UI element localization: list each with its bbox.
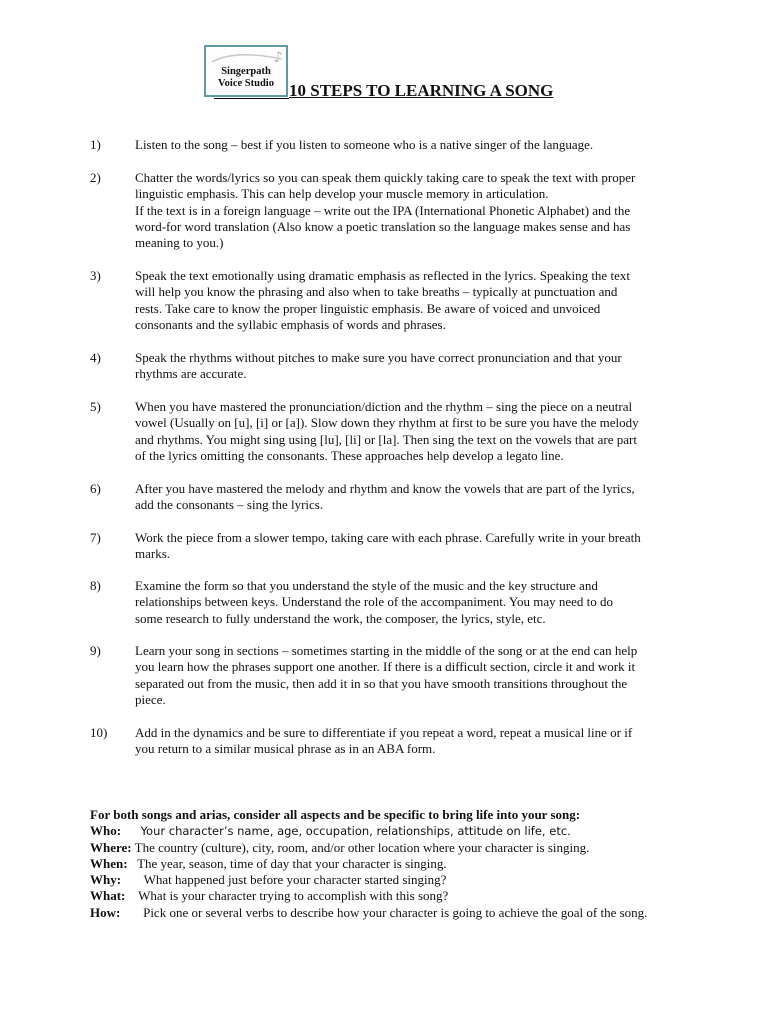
step-line: will help you know the phrasing and also when to take breaths – typically at punctuation and <box>135 284 618 300</box>
question-label: Who: <box>90 823 122 839</box>
logo-line-1: Singerpath <box>221 66 271 77</box>
step-text <box>135 643 695 708</box>
title-underline-extension <box>214 98 289 99</box>
step-text <box>135 399 695 464</box>
step-number: 9) <box>90 643 101 658</box>
step-text <box>135 481 695 514</box>
logo-line-2: Voice Studio <box>218 78 274 89</box>
question-row <box>90 823 710 839</box>
step-line: Chatter the words/lyrics so you can speak them quickly taking care to speak the text with proper <box>135 170 636 185</box>
step-line: If the text is in a foreign language – write out the IPA (International Phonetic Alphabet) and the <box>135 202 631 218</box>
question-row <box>90 888 710 904</box>
step-line: Learn your song in sections – sometimes starting in the middle of the song or at the end can help <box>135 643 638 658</box>
question-label: Where: <box>90 839 132 855</box>
question-label: Why: <box>90 872 122 887</box>
step-line: add the consonants – sing the lyrics. <box>135 497 324 513</box>
step-line: Speak the text emotionally using dramatic emphasis as reflected in the lyrics. Speaking the text <box>135 268 630 283</box>
step-text <box>135 578 695 627</box>
step-line: linguistic emphasis. This can help develop your muscle memory in articulation. <box>135 186 549 202</box>
step-number: 6) <box>90 481 101 496</box>
page-title: 10 STEPS TO LEARNING A SONG <box>289 81 554 100</box>
step-number: 10) <box>90 725 108 740</box>
step-line: vowel (Usually on [u], [i] or [a]). Slow down they rhythm at first to be sure you have the melody <box>135 415 639 431</box>
step-text <box>135 137 695 153</box>
step-number: 2) <box>90 170 101 185</box>
step-number: 4) <box>90 350 101 365</box>
step-line: relationships between keys. Understand the role of the accompaniment. You may need to do <box>135 594 613 610</box>
question-text: What is your character trying to accomplish with this song? <box>138 888 449 904</box>
question-text: The country (culture), city, room, and/or other location where your character is singing. <box>134 839 590 855</box>
step-line: separated out from the music, then add it in so that you have smooth transitions throughout the <box>135 675 628 691</box>
step-text <box>135 268 695 333</box>
step-line: and rhythms. You might sing using [lu], [li] or [la]. Then sing the text on the vowels that are part <box>135 431 637 447</box>
question-text: The year, season, time of day that your character is singing. <box>137 855 447 871</box>
step-line: Speak the rhythms without pitches to make sure you have correct pronunciation and that your <box>135 350 622 365</box>
step-line: rhythms are accurate. <box>135 366 247 382</box>
step-line: Examine the form so that you understand the style of the music and the key structure and <box>135 578 598 593</box>
step-number: 5) <box>90 399 101 414</box>
step-number: 7) <box>90 530 101 545</box>
step-number: 3) <box>90 268 101 283</box>
step-number: 8) <box>90 578 101 593</box>
question-text: Pick one or several verbs to describe how your character is going to achieve the goal of the song. <box>143 904 648 920</box>
character-questions <box>90 807 710 921</box>
step-number: 1) <box>90 137 101 152</box>
step-line: marks. <box>135 546 171 562</box>
step-line: word-for word translation (Also know a poetic translation so the language makes sense and has <box>135 218 631 234</box>
step-line: Listen to the song – best if you listen to someone who is a native singer of the language. <box>135 137 594 152</box>
step-text <box>135 530 695 563</box>
question-row <box>90 840 710 856</box>
question-row <box>90 872 710 888</box>
step-text <box>135 725 695 758</box>
step-line: After you have mastered the melody and rhythm and know the vowels that are part of the lyrics, <box>135 481 635 496</box>
question-row <box>90 905 710 921</box>
step-line: some research to fully understand the work, the composer, the lyrics, style, etc. <box>135 610 546 626</box>
question-row <box>90 856 710 872</box>
question-label: What: <box>90 888 126 904</box>
step-line: Work the piece from a slower tempo, taking care with each phrase. Carefully write in your breath <box>135 530 641 545</box>
question-label: How: <box>90 904 121 920</box>
question-label: When: <box>90 855 128 871</box>
step-line: of the lyrics omitting the consonants. These approaches help develop a legato line. <box>135 447 564 463</box>
step-text <box>135 350 695 383</box>
studio-logo <box>204 45 288 97</box>
step-line: piece. <box>135 691 166 707</box>
step-line: you learn how the phrases support one another. If there is a difficult section, circle it and work it <box>135 659 636 675</box>
step-line: rests. Take care to know the proper linguistic emphasis. Be aware of voiced and unvoiced <box>135 300 601 316</box>
step-line: Add in the dynamics and be sure to differentiate if you repeat a word, repeat a musical line or if <box>135 725 633 740</box>
questions-intro: For both songs and arias, consider all aspects and be specific to bring life into your song: <box>90 807 581 822</box>
step-text <box>135 170 695 251</box>
step-line: you return to a similar musical phrase as in an ABA form. <box>135 741 436 757</box>
question-text: What happened just before your character started singing? <box>143 872 447 887</box>
question-text: Your character’s name, age, occupation, relationships, attitude on life, etc. <box>140 824 571 839</box>
step-line: consonants and the syllabic emphasis of words and phrases. <box>135 316 446 332</box>
music-note-icon: ♪ <box>273 48 283 66</box>
step-line: meaning to you.) <box>135 235 224 250</box>
step-line: When you have mastered the pronunciation/diction and the rhythm – sing the piece on a neutral <box>135 399 633 414</box>
